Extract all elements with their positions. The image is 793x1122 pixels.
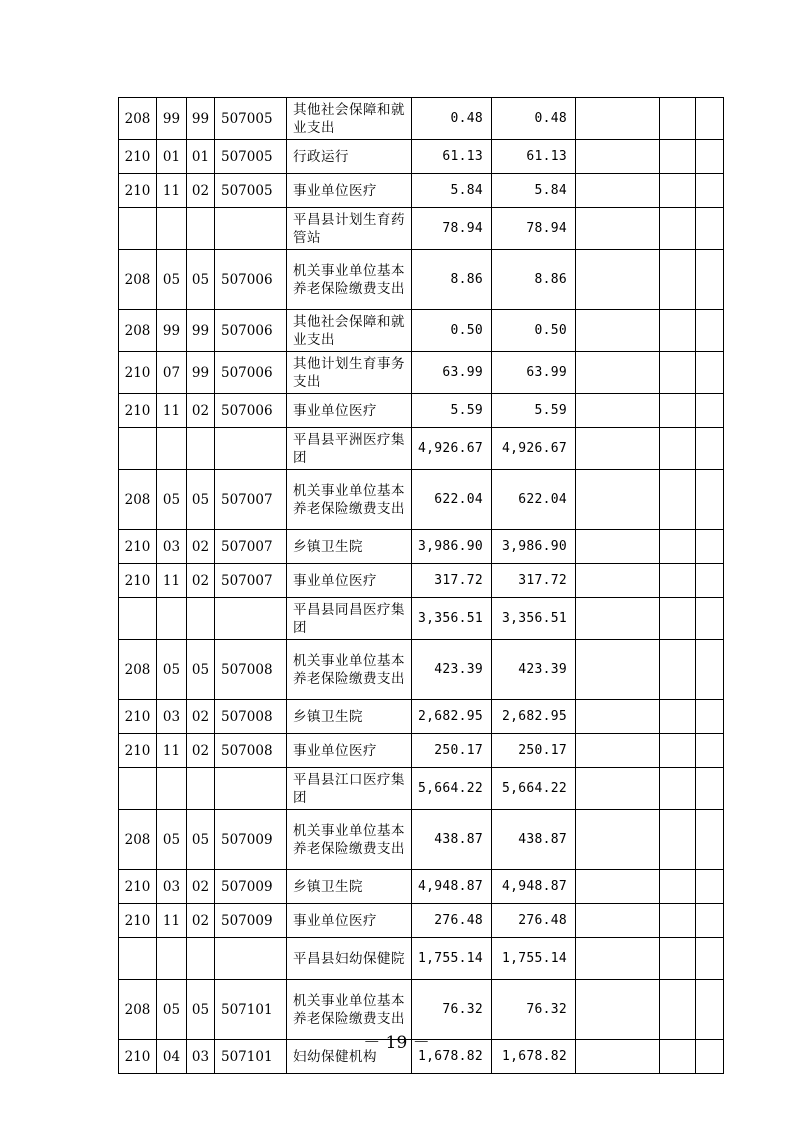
function-section-code-cell: 05 <box>157 810 187 870</box>
item-name-cell: 机关事业单位基本养老保险缴费支出 <box>287 980 412 1040</box>
table-row <box>119 870 724 904</box>
function-section-code-cell: 99 <box>157 310 187 352</box>
unit-code-cell: 507006 <box>215 250 287 310</box>
extra-column-1-cell <box>660 310 696 352</box>
budget-table <box>118 97 724 1074</box>
basic-expenditure-cell: 250.17 <box>492 734 576 768</box>
total-amount-cell: 61.13 <box>412 140 492 174</box>
table-row <box>119 140 724 174</box>
extra-column-1-cell <box>660 394 696 428</box>
function-class-code-cell: 210 <box>119 564 157 598</box>
basic-expenditure-cell: 622.04 <box>492 470 576 530</box>
function-class-code-cell: 208 <box>119 810 157 870</box>
basic-expenditure-cell: 0.50 <box>492 310 576 352</box>
total-amount-cell: 76.32 <box>412 980 492 1040</box>
extra-column-1-cell <box>660 640 696 700</box>
item-name-cell: 乡镇卫生院 <box>287 870 412 904</box>
project-expenditure-cell <box>576 904 660 938</box>
function-section-code-cell <box>157 938 187 980</box>
function-class-code-cell: 208 <box>119 250 157 310</box>
project-expenditure-cell <box>576 174 660 208</box>
extra-column-2-cell <box>696 208 724 250</box>
project-expenditure-cell <box>576 810 660 870</box>
project-expenditure-cell <box>576 700 660 734</box>
extra-column-2-cell <box>696 768 724 810</box>
item-name-cell: 行政运行 <box>287 140 412 174</box>
project-expenditure-cell <box>576 640 660 700</box>
function-section-code-cell: 11 <box>157 174 187 208</box>
function-item-code-cell: 02 <box>187 870 215 904</box>
function-item-code-cell: 02 <box>187 394 215 428</box>
function-item-code-cell: 02 <box>187 174 215 208</box>
extra-column-1-cell <box>660 470 696 530</box>
basic-expenditure-cell: 3,986.90 <box>492 530 576 564</box>
function-section-code-cell: 01 <box>157 140 187 174</box>
basic-expenditure-cell: 61.13 <box>492 140 576 174</box>
function-class-code-cell <box>119 938 157 980</box>
basic-expenditure-cell: 8.86 <box>492 250 576 310</box>
total-amount-cell: 5.84 <box>412 174 492 208</box>
total-amount-cell: 78.94 <box>412 208 492 250</box>
total-amount-cell: 3,356.51 <box>412 598 492 640</box>
function-section-code-cell: 07 <box>157 352 187 394</box>
basic-expenditure-cell: 438.87 <box>492 810 576 870</box>
total-amount-cell: 1,678.82 <box>412 1040 492 1074</box>
basic-expenditure-cell: 3,356.51 <box>492 598 576 640</box>
extra-column-2-cell <box>696 470 724 530</box>
unit-code-cell <box>215 768 287 810</box>
function-item-code-cell: 02 <box>187 530 215 564</box>
table-row <box>119 250 724 310</box>
function-item-code-cell <box>187 598 215 640</box>
unit-code-cell: 507006 <box>215 310 287 352</box>
basic-expenditure-cell: 276.48 <box>492 904 576 938</box>
function-item-code-cell: 99 <box>187 310 215 352</box>
extra-column-1-cell <box>660 564 696 598</box>
total-amount-cell: 250.17 <box>412 734 492 768</box>
function-item-code-cell: 99 <box>187 98 215 140</box>
extra-column-2-cell <box>696 640 724 700</box>
function-item-code-cell: 05 <box>187 980 215 1040</box>
extra-column-2-cell <box>696 352 724 394</box>
total-amount-cell: 4,948.87 <box>412 870 492 904</box>
unit-code-cell: 507006 <box>215 394 287 428</box>
item-name-cell: 其他社会保障和就业支出 <box>287 98 412 140</box>
function-section-code-cell: 99 <box>157 98 187 140</box>
table-row <box>119 208 724 250</box>
function-item-code-cell <box>187 938 215 980</box>
function-class-code-cell: 208 <box>119 640 157 700</box>
table-row <box>119 428 724 470</box>
item-name-cell: 机关事业单位基本养老保险缴费支出 <box>287 640 412 700</box>
extra-column-2-cell <box>696 810 724 870</box>
function-class-code-cell: 208 <box>119 98 157 140</box>
table-row <box>119 700 724 734</box>
table-row <box>119 98 724 140</box>
table-row <box>119 598 724 640</box>
item-name-cell: 乡镇卫生院 <box>287 530 412 564</box>
function-class-code-cell <box>119 428 157 470</box>
function-class-code-cell <box>119 208 157 250</box>
unit-code-cell: 507101 <box>215 980 287 1040</box>
function-class-code-cell: 210 <box>119 700 157 734</box>
function-class-code-cell: 210 <box>119 870 157 904</box>
unit-code-cell: 507008 <box>215 700 287 734</box>
function-class-code-cell: 208 <box>119 310 157 352</box>
unit-code-cell: 507007 <box>215 470 287 530</box>
extra-column-2-cell <box>696 734 724 768</box>
function-class-code-cell: 208 <box>119 980 157 1040</box>
extra-column-1-cell <box>660 174 696 208</box>
basic-expenditure-cell: 1,678.82 <box>492 1040 576 1074</box>
item-name-cell: 妇幼保健机构 <box>287 1040 412 1074</box>
basic-expenditure-cell: 4,948.87 <box>492 870 576 904</box>
table-row <box>119 640 724 700</box>
function-item-code-cell: 01 <box>187 140 215 174</box>
unit-code-cell <box>215 428 287 470</box>
function-item-code-cell: 02 <box>187 700 215 734</box>
project-expenditure-cell <box>576 310 660 352</box>
total-amount-cell: 63.99 <box>412 352 492 394</box>
function-class-code-cell: 208 <box>119 470 157 530</box>
extra-column-2-cell <box>696 870 724 904</box>
unit-code-cell: 507009 <box>215 870 287 904</box>
extra-column-2-cell <box>696 904 724 938</box>
extra-column-2-cell <box>696 938 724 980</box>
function-section-code-cell: 11 <box>157 904 187 938</box>
extra-column-2-cell <box>696 394 724 428</box>
extra-column-1-cell <box>660 700 696 734</box>
function-section-code-cell: 04 <box>157 1040 187 1074</box>
project-expenditure-cell <box>576 428 660 470</box>
extra-column-1-cell <box>660 530 696 564</box>
function-section-code-cell <box>157 598 187 640</box>
extra-column-2-cell <box>696 530 724 564</box>
function-item-code-cell: 05 <box>187 470 215 530</box>
project-expenditure-cell <box>576 734 660 768</box>
unit-code-cell: 507008 <box>215 640 287 700</box>
extra-column-2-cell <box>696 140 724 174</box>
function-section-code-cell: 03 <box>157 530 187 564</box>
extra-column-1-cell <box>660 208 696 250</box>
extra-column-2-cell <box>696 174 724 208</box>
basic-expenditure-cell: 5.59 <box>492 394 576 428</box>
item-name-cell: 平昌县计划生育药管站 <box>287 208 412 250</box>
item-name-cell: 机关事业单位基本养老保险缴费支出 <box>287 250 412 310</box>
table-row <box>119 768 724 810</box>
table-row <box>119 938 724 980</box>
total-amount-cell: 5,664.22 <box>412 768 492 810</box>
function-section-code-cell: 03 <box>157 870 187 904</box>
total-amount-cell: 8.86 <box>412 250 492 310</box>
total-amount-cell: 3,986.90 <box>412 530 492 564</box>
basic-expenditure-cell: 63.99 <box>492 352 576 394</box>
table-row <box>119 352 724 394</box>
function-class-code-cell: 210 <box>119 394 157 428</box>
function-section-code-cell: 11 <box>157 394 187 428</box>
table-row <box>119 310 724 352</box>
total-amount-cell: 0.50 <box>412 310 492 352</box>
item-name-cell: 平昌县江口医疗集团 <box>287 768 412 810</box>
function-item-code-cell: 05 <box>187 640 215 700</box>
project-expenditure-cell <box>576 938 660 980</box>
function-class-code-cell: 210 <box>119 1040 157 1074</box>
table-body <box>119 98 724 1074</box>
project-expenditure-cell <box>576 98 660 140</box>
unit-code-cell <box>215 938 287 980</box>
basic-expenditure-cell: 423.39 <box>492 640 576 700</box>
item-name-cell: 平昌县同昌医疗集团 <box>287 598 412 640</box>
project-expenditure-cell <box>576 564 660 598</box>
function-section-code-cell <box>157 768 187 810</box>
extra-column-2-cell <box>696 700 724 734</box>
total-amount-cell: 438.87 <box>412 810 492 870</box>
table-row <box>119 470 724 530</box>
extra-column-2-cell <box>696 428 724 470</box>
function-item-code-cell: 05 <box>187 250 215 310</box>
item-name-cell: 其他社会保障和就业支出 <box>287 310 412 352</box>
function-section-code-cell: 05 <box>157 470 187 530</box>
extra-column-1-cell <box>660 428 696 470</box>
extra-column-2-cell <box>696 564 724 598</box>
unit-code-cell: 507006 <box>215 352 287 394</box>
extra-column-1-cell <box>660 598 696 640</box>
function-class-code-cell: 210 <box>119 140 157 174</box>
unit-code-cell <box>215 208 287 250</box>
total-amount-cell: 1,755.14 <box>412 938 492 980</box>
extra-column-2-cell <box>696 250 724 310</box>
table-row <box>119 810 724 870</box>
function-section-code-cell <box>157 208 187 250</box>
table-row <box>119 904 724 938</box>
basic-expenditure-cell: 2,682.95 <box>492 700 576 734</box>
extra-column-1-cell <box>660 870 696 904</box>
table-row <box>119 394 724 428</box>
project-expenditure-cell <box>576 250 660 310</box>
extra-column-1-cell <box>660 734 696 768</box>
function-class-code-cell: 210 <box>119 904 157 938</box>
function-item-code-cell: 03 <box>187 1040 215 1074</box>
extra-column-2-cell <box>696 598 724 640</box>
function-item-code-cell: 99 <box>187 352 215 394</box>
function-section-code-cell: 05 <box>157 640 187 700</box>
project-expenditure-cell <box>576 598 660 640</box>
item-name-cell: 机关事业单位基本养老保险缴费支出 <box>287 470 412 530</box>
total-amount-cell: 5.59 <box>412 394 492 428</box>
total-amount-cell: 0.48 <box>412 98 492 140</box>
basic-expenditure-cell: 4,926.67 <box>492 428 576 470</box>
extra-column-1-cell <box>660 904 696 938</box>
function-item-code-cell: 02 <box>187 734 215 768</box>
function-item-code-cell <box>187 208 215 250</box>
project-expenditure-cell <box>576 530 660 564</box>
item-name-cell: 事业单位医疗 <box>287 174 412 208</box>
extra-column-1-cell <box>660 768 696 810</box>
item-name-cell: 事业单位医疗 <box>287 394 412 428</box>
item-name-cell: 平昌县妇幼保健院 <box>287 938 412 980</box>
unit-code-cell: 507005 <box>215 174 287 208</box>
function-section-code-cell: 11 <box>157 564 187 598</box>
item-name-cell: 其他计划生育事务支出 <box>287 352 412 394</box>
unit-code-cell: 507007 <box>215 564 287 598</box>
unit-code-cell: 507009 <box>215 904 287 938</box>
table-row <box>119 174 724 208</box>
unit-code-cell: 507101 <box>215 1040 287 1074</box>
basic-expenditure-cell: 76.32 <box>492 980 576 1040</box>
function-class-code-cell <box>119 598 157 640</box>
basic-expenditure-cell: 317.72 <box>492 564 576 598</box>
function-class-code-cell: 210 <box>119 174 157 208</box>
unit-code-cell: 507005 <box>215 98 287 140</box>
function-class-code-cell: 210 <box>119 734 157 768</box>
function-item-code-cell: 05 <box>187 810 215 870</box>
function-class-code-cell: 210 <box>119 530 157 564</box>
function-class-code-cell: 210 <box>119 352 157 394</box>
basic-expenditure-cell: 5,664.22 <box>492 768 576 810</box>
project-expenditure-cell <box>576 208 660 250</box>
project-expenditure-cell <box>576 394 660 428</box>
item-name-cell: 乡镇卫生院 <box>287 700 412 734</box>
item-name-cell: 机关事业单位基本养老保险缴费支出 <box>287 810 412 870</box>
basic-expenditure-cell: 0.48 <box>492 98 576 140</box>
project-expenditure-cell <box>576 470 660 530</box>
item-name-cell: 事业单位医疗 <box>287 734 412 768</box>
extra-column-2-cell <box>696 98 724 140</box>
function-item-code-cell: 02 <box>187 564 215 598</box>
function-section-code-cell: 05 <box>157 250 187 310</box>
project-expenditure-cell <box>576 870 660 904</box>
project-expenditure-cell <box>576 768 660 810</box>
total-amount-cell: 2,682.95 <box>412 700 492 734</box>
function-section-code-cell: 03 <box>157 700 187 734</box>
function-section-code-cell: 05 <box>157 980 187 1040</box>
table-row <box>119 734 724 768</box>
extra-column-1-cell <box>660 98 696 140</box>
unit-code-cell: 507008 <box>215 734 287 768</box>
function-item-code-cell <box>187 768 215 810</box>
function-class-code-cell <box>119 768 157 810</box>
basic-expenditure-cell: 78.94 <box>492 208 576 250</box>
total-amount-cell: 317.72 <box>412 564 492 598</box>
basic-expenditure-cell: 1,755.14 <box>492 938 576 980</box>
item-name-cell: 事业单位医疗 <box>287 564 412 598</box>
total-amount-cell: 4,926.67 <box>412 428 492 470</box>
total-amount-cell: 276.48 <box>412 904 492 938</box>
item-name-cell: 事业单位医疗 <box>287 904 412 938</box>
basic-expenditure-cell: 5.84 <box>492 174 576 208</box>
unit-code-cell <box>215 598 287 640</box>
function-item-code-cell: 02 <box>187 904 215 938</box>
function-section-code-cell: 11 <box>157 734 187 768</box>
project-expenditure-cell <box>576 352 660 394</box>
extra-column-1-cell <box>660 250 696 310</box>
project-expenditure-cell <box>576 140 660 174</box>
unit-code-cell: 507005 <box>215 140 287 174</box>
function-item-code-cell <box>187 428 215 470</box>
unit-code-cell: 507007 <box>215 530 287 564</box>
page-number: － 19 － <box>363 1033 430 1053</box>
total-amount-cell: 622.04 <box>412 470 492 530</box>
extra-column-2-cell <box>696 310 724 352</box>
item-name-cell: 平昌县平洲医疗集团 <box>287 428 412 470</box>
table-row <box>119 564 724 598</box>
extra-column-1-cell <box>660 938 696 980</box>
total-amount-cell: 423.39 <box>412 640 492 700</box>
function-section-code-cell <box>157 428 187 470</box>
extra-column-1-cell <box>660 352 696 394</box>
unit-code-cell: 507009 <box>215 810 287 870</box>
extra-column-1-cell <box>660 140 696 174</box>
table-row <box>119 530 724 564</box>
extra-column-1-cell <box>660 810 696 870</box>
